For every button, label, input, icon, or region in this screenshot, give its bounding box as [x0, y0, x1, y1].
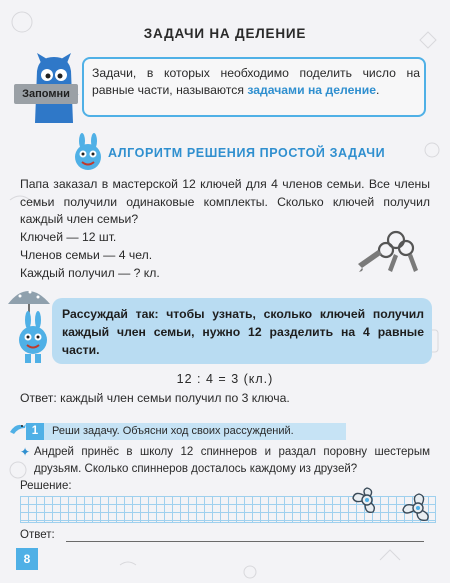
lizard-icon — [8, 418, 28, 438]
mascot-bunny-icon — [68, 133, 108, 175]
given-each: Каждый получил — ? кл. — [20, 266, 160, 280]
given-family: Членов семьи — 4 чел. — [20, 248, 153, 262]
page-number: 8 — [16, 548, 38, 570]
algorithm-title: АЛГОРИТМ РЕШЕНИЯ ПРОСТОЙ ЗАДАЧИ — [108, 146, 386, 160]
task-text: Андрей принёс в школу 12 спиннеров и раздал поровну шестерым друзьям. Сколько спиннеров досталось каждому из друзей? — [34, 446, 430, 475]
rule-body: Задачи, в которых необходимо поделить число на равные части, называются — [92, 66, 420, 97]
task-bullet: ✦ — [20, 445, 31, 459]
rule-text — [92, 65, 420, 99]
rule-end: . — [375, 83, 380, 97]
answer-label: Ответ: — [20, 529, 55, 541]
answer-text: Ответ: каждый член семьи получил по 3 ключа. — [20, 391, 290, 405]
spinner-icon — [345, 486, 437, 526]
solution-label: Решение: — [20, 480, 72, 492]
answer-input-line[interactable] — [66, 541, 424, 542]
think-text: Рассуждай так: чтобы узнать, сколько ключей получил каждый член семьи, нужно 12 разделить на 4 равные части. — [62, 307, 424, 357]
rule-highlight: задачами на деление — [247, 83, 376, 97]
page-title: ЗАДАЧИ НА ДЕЛЕНИЕ — [143, 26, 307, 41]
given-keys: Ключей — 12 шт. — [20, 230, 117, 244]
equation: 12 : 4 = 3 (кл.) — [176, 372, 274, 386]
task-instruction: Реши задачу. Объясни ход своих рассуждений. — [44, 423, 346, 440]
task-number: 1 — [26, 423, 44, 440]
remember-tag: Запомни — [14, 84, 78, 104]
problem-text: Папа заказал в мастерской 12 ключей для 4 членов семьи. Все члены семьи получили одинаковые комплекты. Сколько ключей получил каждый член семьи? — [20, 177, 430, 226]
keys-icon — [352, 226, 422, 274]
mascot-umbrella-icon — [6, 282, 56, 364]
